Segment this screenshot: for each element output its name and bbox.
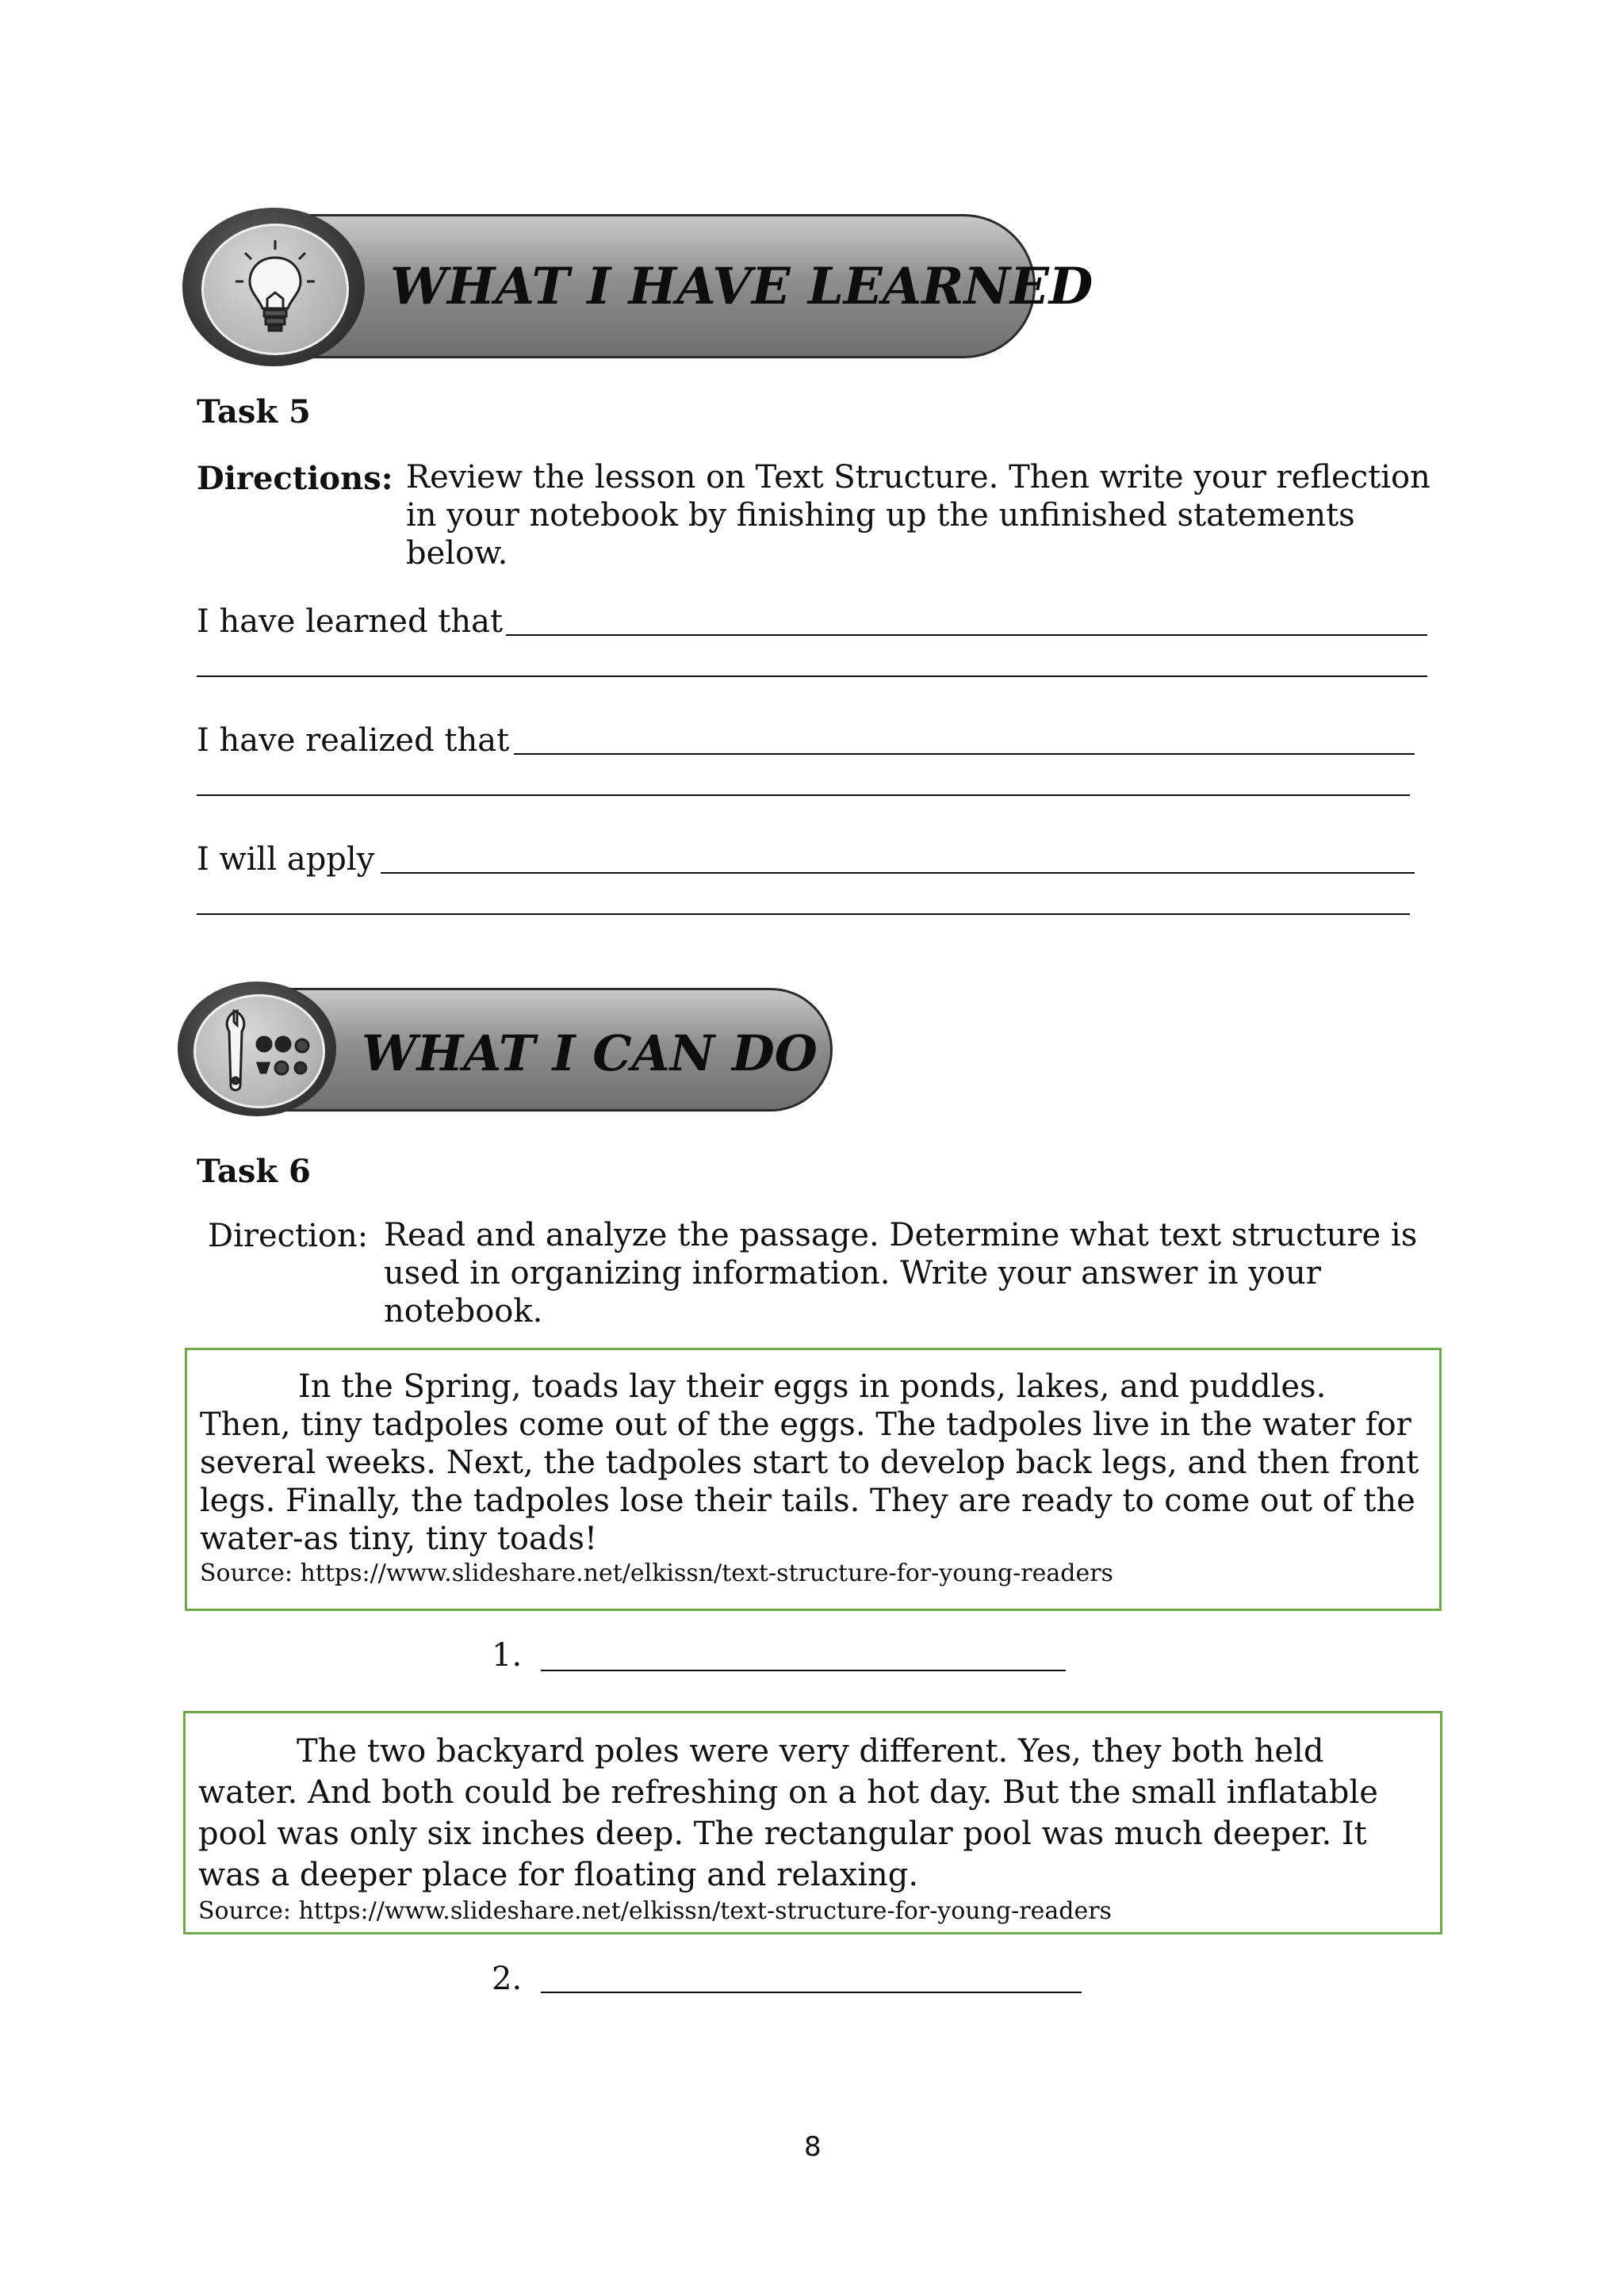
answer-line[interactable] <box>514 753 1415 755</box>
answer-line[interactable] <box>197 675 1427 677</box>
passage-box-1 <box>185 1348 1442 1611</box>
prompt-realized: I have realized that <box>197 722 510 759</box>
passage-source: Source: https://www.slideshare.net/elkissn/text-structure-for-young-readers <box>198 1897 1112 1925</box>
answer-line[interactable] <box>541 1992 1082 1993</box>
directions-text <box>406 458 1516 572</box>
passage-text: In the Spring, toads lay their eggs in ponds, lakes, and puddles. Then, tiny tadpoles come out of the eggs. The tadpoles live in the water for several weeks. Next, the tadpoles start to develop back legs, and then front legs. Finally, the tadpoles lose their tails. They are ready to come out of the water-as tiny, tiny toads! <box>200 1368 1419 1557</box>
prompt-learned: I have learned that <box>197 603 504 640</box>
prompt-apply: I will apply <box>197 841 375 878</box>
section-banner-what-i-have-learned <box>182 208 1094 366</box>
section-title: WHAT I HAVE LEARNED <box>390 257 1094 316</box>
answer-number: 1. <box>492 1637 523 1674</box>
directions-label: Directions: <box>197 460 393 497</box>
passage-text: The two backyard poles were very different. Yes, they both held water. And both could be refreshing on a hot day. But the small inflatable pool was only six inches deep. The rectangular pool was much deeper. It was a deeper place for floating and relaxing. <box>198 1733 1378 1893</box>
directions-line: in your notebook by finishing up the unfinished statements <box>406 497 1355 534</box>
lightbulb-icon <box>201 224 349 355</box>
task-label: Task 5 <box>197 393 311 430</box>
task-label: Task 6 <box>197 1153 311 1190</box>
page-number: 8 <box>804 2131 822 2163</box>
passage-box-2 <box>183 1711 1442 1934</box>
direction-line: notebook. <box>384 1293 543 1330</box>
direction-line: used in organizing information. Write your answer in your <box>384 1255 1321 1292</box>
section-banner-what-i-can-do <box>178 982 836 1116</box>
directions-line: below. <box>406 535 508 572</box>
direction-text <box>384 1216 1510 1330</box>
answer-line[interactable] <box>197 794 1410 796</box>
direction-label: Direction: <box>208 1218 369 1254</box>
answer-line[interactable] <box>197 913 1410 915</box>
directions-line: Review the lesson on Text Structure. Then write your reflection <box>406 459 1431 496</box>
answer-line[interactable] <box>541 1670 1066 1671</box>
answer-line[interactable] <box>506 634 1427 636</box>
direction-line: Read and analyze the passage. Determine what text structure is <box>384 1217 1418 1253</box>
answer-line[interactable] <box>381 872 1415 874</box>
answer-number: 2. <box>492 1961 523 1997</box>
passage-source: Source: https://www.slideshare.net/elkissn/text-structure-for-young-readers <box>200 1559 1113 1587</box>
section-title: WHAT I CAN DO <box>362 1024 818 1082</box>
tools-icon <box>193 994 325 1108</box>
